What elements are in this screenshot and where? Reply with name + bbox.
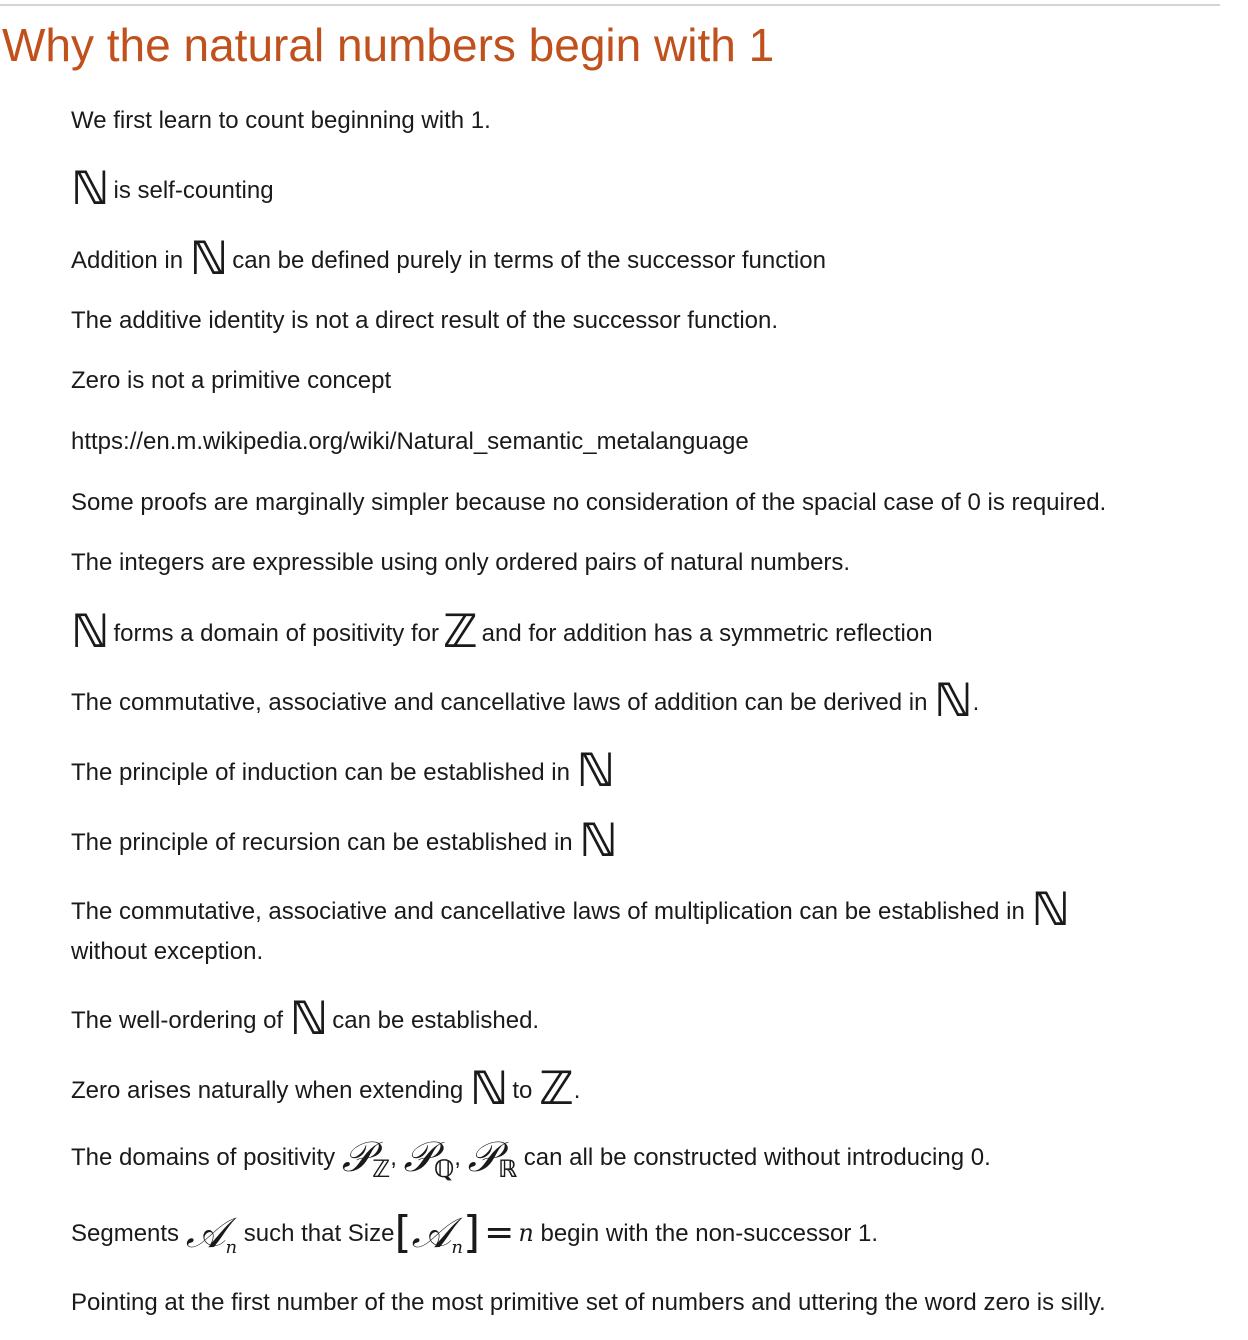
list-item [71,673,1221,727]
item-text: Addition in [71,247,184,274]
item-text: is self-counting [113,177,274,204]
naturals-symbol: ℕ [576,743,616,797]
list-item [71,361,1221,401]
comma: , [390,1144,397,1171]
list-item [71,1207,1221,1268]
list-item [71,543,1221,583]
rationals-subscript: ℚ [433,1155,455,1183]
integers-subscript: ℤ [372,1155,391,1183]
list-item [71,1283,1221,1323]
item-text: Segments [71,1220,180,1247]
page-title: Why the natural numbers begin with 1 [2,19,775,71]
naturals-symbol: ℕ [579,813,618,867]
item-text: Zero arises naturally when extending [71,1077,464,1104]
item-text: The commutative, associative and cancellative laws of addition can be derived in [71,689,928,716]
comma: , [454,1144,461,1171]
list-item [71,1061,1221,1115]
item-text: Pointing at the first number of the most primitive set of numbers and uttering the word zero is silly. [71,1289,1106,1316]
naturals-symbol: ℕ [71,604,110,658]
wiki-link-text: https://en.m.wikipedia.org/wiki/Natural_semantic_metalanguage [71,428,749,455]
list-item [71,161,1221,215]
item-text: such that Size [243,1220,395,1247]
item-text: forms a domain of positivity for [113,620,439,647]
item-text: The principle of induction can be established in [71,759,570,786]
naturals-symbol: ℕ [289,991,329,1045]
item-text: can be defined purely in terms of the successor function [232,247,826,274]
list-item [71,422,1221,462]
item-text: We first learn to count beginning with 1. [71,107,491,134]
item-text: The additive identity is not a direct result of the successor function. [71,307,779,334]
list-item [71,743,1221,797]
list-item [71,1132,1221,1189]
item-text: The integers are expressible using only ordered pairs of natural numbers. [71,549,851,576]
equals-sign: = [484,1212,515,1253]
item-text: to [512,1077,533,1104]
naturals-symbol: ℕ [934,673,973,727]
segment-subscript: n [451,1237,463,1258]
item-text: can all be constructed without introducing 0. [523,1144,991,1171]
list-item [71,604,1221,658]
integers-symbol: ℤ [539,1061,574,1115]
top-divider [0,4,1220,6]
list-item [71,231,1221,285]
segment-symbol: 𝒜 [185,1208,226,1257]
naturals-symbol: ℕ [1031,882,1070,936]
segment-symbol: 𝒜 [411,1208,452,1257]
list-item [71,301,1221,341]
positivity-symbol: 𝒫 [467,1132,498,1181]
item-text: . [573,1077,581,1104]
reals-subscript: ℝ [497,1155,518,1183]
item-text: can be established. [332,1007,540,1034]
item-text: without exception. [71,938,264,965]
left-bracket: [ [394,1207,412,1258]
segment-subscript: n [225,1237,238,1258]
list-item [71,991,1221,1045]
positivity-symbol: 𝒫 [403,1132,434,1181]
item-text: and for addition has a symmetric reflection [481,620,933,647]
variable-n: n [518,1219,534,1247]
list-item [71,882,1221,972]
item-text: The commutative, associative and cancellative laws of multiplication can be established in [71,898,1025,925]
naturals-symbol: ℕ [469,1061,509,1115]
item-text: The well-ordering of [71,1007,284,1034]
item-text: begin with the non-successor 1. [540,1220,878,1247]
list-item [71,101,1221,141]
list-item [71,813,1221,867]
item-text: Some proofs are marginally simpler because no consideration of the spacial case of 0 is required. [71,489,1107,516]
naturals-symbol: ℕ [71,161,110,215]
item-text: Zero is not a primitive concept [71,367,392,394]
right-bracket: ] [462,1207,481,1258]
item-text: . [972,689,980,716]
integers-symbol: ℤ [442,604,478,658]
item-text: The principle of recursion can be established in [71,829,573,856]
list-item [71,483,1221,523]
positivity-symbol: 𝒫 [341,1132,373,1181]
item-text: The domains of positivity [71,1144,336,1171]
naturals-symbol: ℕ [189,231,229,285]
